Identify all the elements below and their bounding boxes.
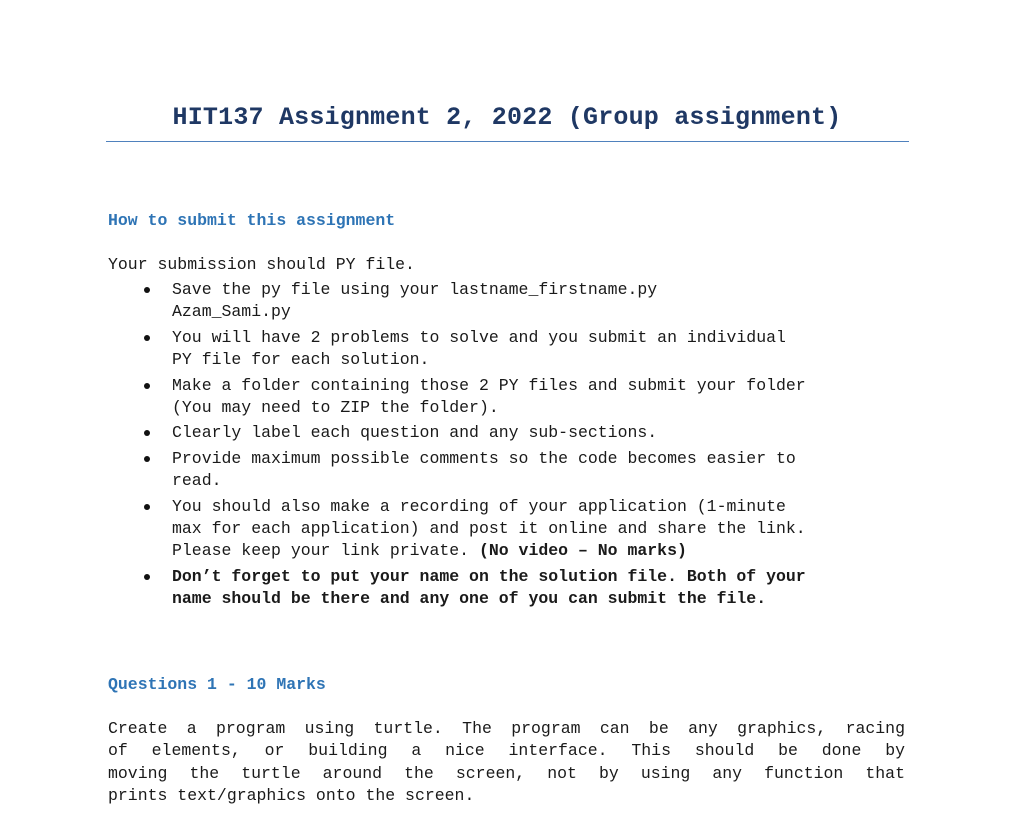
question-1-text <box>108 718 905 807</box>
paragraph-line: prints text/graphics onto the screen. <box>108 785 475 805</box>
document-title: HIT137 Assignment 2, 2022 (Group assignment) <box>172 103 842 132</box>
list-item-line: Make a folder containing those 2 PY files and submit your folder <box>172 375 806 395</box>
list-item-line: read. <box>172 471 222 491</box>
list-item-line: PY file for each solution. <box>172 350 430 370</box>
list-item-line: You will have 2 problems to solve and you submit an individual <box>172 327 786 347</box>
submission-instructions-list <box>108 279 908 613</box>
list-item-line: Provide maximum possible comments so the code becomes easier to <box>172 448 796 468</box>
no-video-warning: (No video – No marks) <box>478 541 687 561</box>
title-underline <box>106 141 909 142</box>
list-item <box>108 327 908 372</box>
paragraph-line: moving the turtle around the screen, not by using any function that <box>108 763 905 783</box>
list-item-line: (You may need to ZIP the folder). <box>172 397 499 417</box>
list-item <box>108 422 908 444</box>
list-item <box>108 566 908 611</box>
list-item-line: max for each application) and post it online and share the link. <box>172 518 806 538</box>
list-item-text: Please keep your link private. <box>172 541 479 561</box>
list-item-line: Azam_Sami.py <box>172 302 291 322</box>
paragraph-line: Create a program using turtle. The program can be any graphics, racing <box>108 719 905 738</box>
paragraph-line: of elements, or building a nice interface. This should be done by <box>108 741 905 761</box>
list-item <box>108 448 908 493</box>
questions-section-heading: Questions 1 - 10 Marks <box>108 675 326 694</box>
list-item <box>108 496 908 563</box>
list-item-line: Don’t forget to put your name on the solution file. Both of your <box>172 566 806 586</box>
list-item-line: You should also make a recording of your application (1-minute <box>172 496 786 516</box>
list-item-line: name should be there and any one of you can submit the file. <box>172 588 767 608</box>
list-item <box>108 375 908 420</box>
list-item-line <box>172 540 908 562</box>
list-item-line: Save the py file using your lastname_firstname.py <box>172 280 658 299</box>
list-item <box>108 279 908 324</box>
list-item-line: Clearly label each question and any sub-sections. <box>172 423 658 443</box>
submit-intro: Your submission should PY file. <box>108 255 415 274</box>
submit-section-heading: How to submit this assignment <box>108 211 396 230</box>
